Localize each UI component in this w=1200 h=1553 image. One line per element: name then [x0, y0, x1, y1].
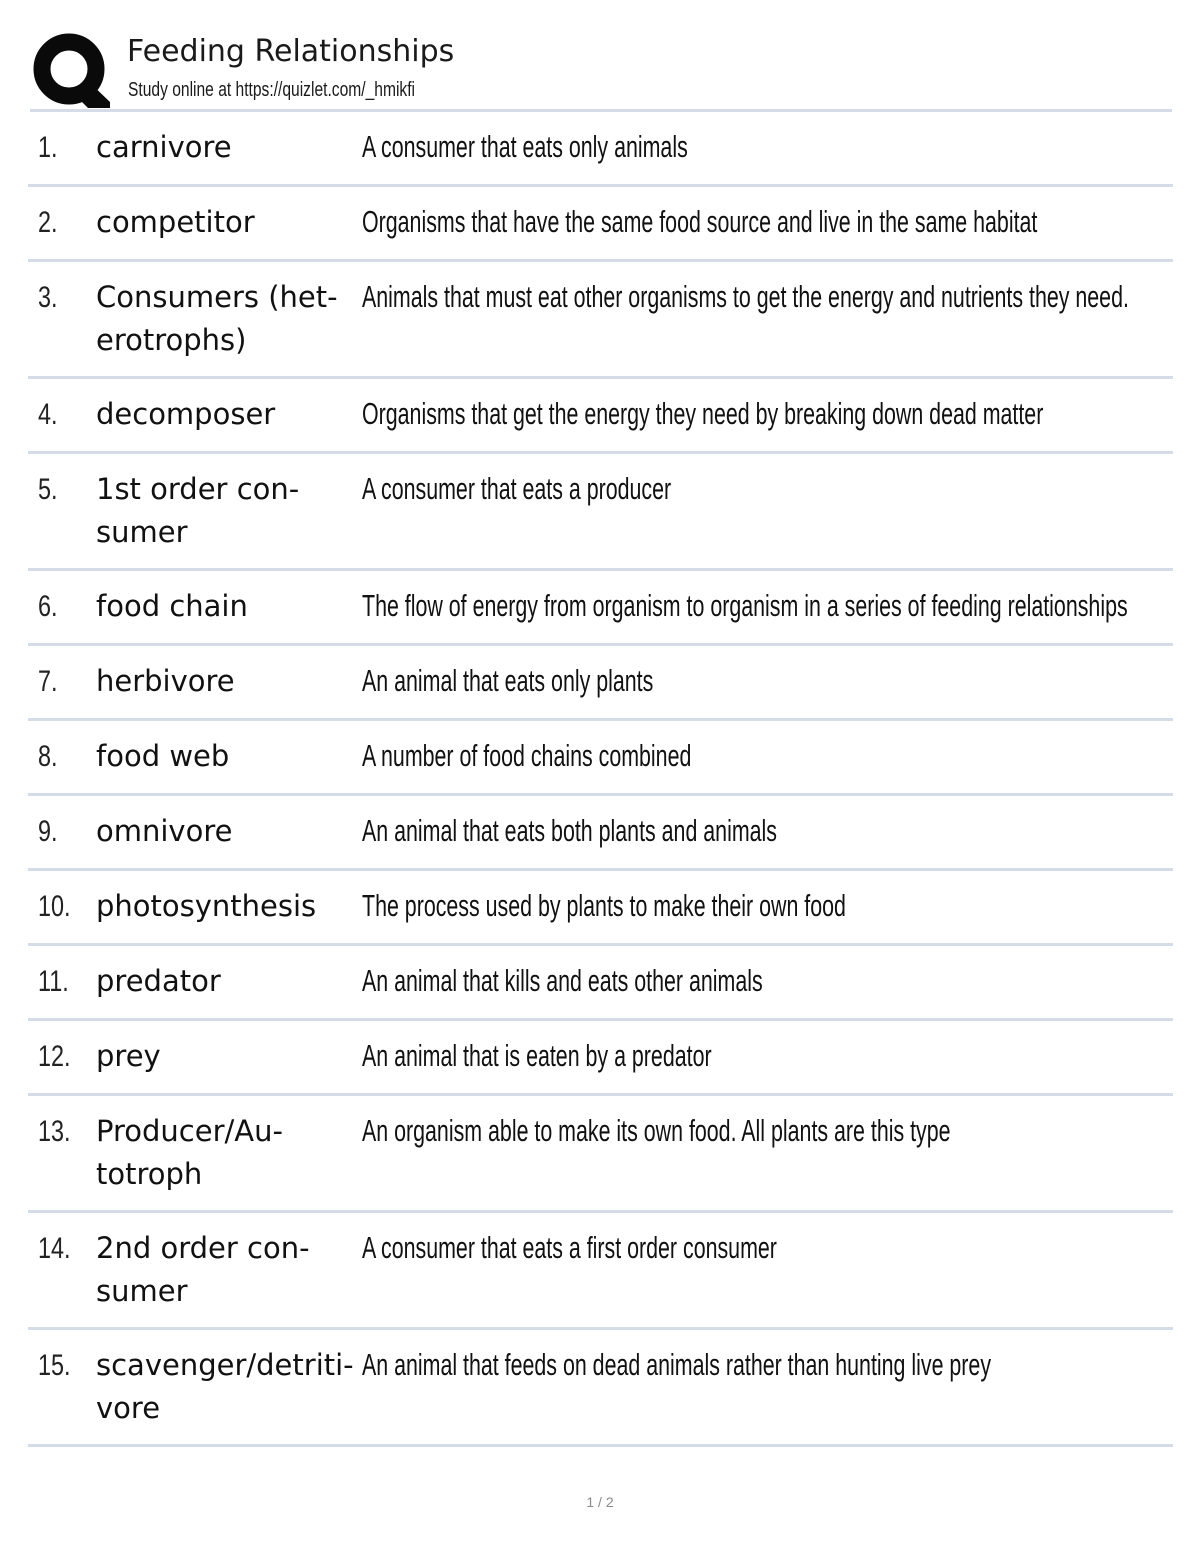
card-term: Consumers (het-erotrophs) — [96, 280, 338, 357]
card-term: omnivore — [96, 814, 233, 848]
page-header — [30, 28, 1172, 112]
card-number: 1. — [38, 131, 58, 164]
card-number: 15. — [38, 1349, 71, 1382]
card-row — [28, 646, 1173, 721]
page-title: Feeding Relationships — [127, 34, 455, 69]
card-term: photosynthesis — [96, 889, 317, 923]
card-term: Producer/Au-totroph — [96, 1114, 283, 1191]
card-definition: An animal that feeds on dead animals rather than hunting live prey — [362, 1347, 992, 1382]
card-number: 13. — [38, 1115, 71, 1148]
card-term: food chain — [96, 589, 248, 623]
flashcard-list — [28, 112, 1173, 1447]
card-term: decomposer — [96, 397, 276, 431]
card-row — [28, 262, 1173, 379]
card-definition: An animal that eats only plants — [362, 663, 654, 698]
page-indicator: 1 / 2 — [586, 1494, 614, 1510]
card-definition: An animal that is eaten by a predator — [362, 1038, 712, 1073]
card-row — [28, 721, 1173, 796]
card-row — [28, 112, 1173, 187]
card-term: competitor — [96, 205, 255, 239]
card-number: 5. — [38, 473, 58, 506]
card-term: 1st order con-sumer — [96, 472, 300, 549]
card-row — [28, 379, 1173, 454]
card-number: 11. — [38, 965, 69, 998]
card-row — [28, 1213, 1173, 1330]
card-number: 8. — [38, 740, 58, 773]
card-definition: A consumer that eats a producer — [362, 471, 672, 506]
card-row — [28, 1021, 1173, 1096]
card-definition: A number of food chains combined — [362, 738, 692, 773]
card-number: 6. — [38, 590, 58, 623]
card-term: food web — [96, 739, 230, 773]
card-number: 7. — [38, 665, 58, 698]
card-number: 12. — [38, 1040, 71, 1073]
card-definition: The process used by plants to make their own food — [362, 888, 846, 923]
quizlet-logo-icon — [32, 32, 110, 108]
card-term: predator — [96, 964, 221, 998]
card-number: 10. — [38, 890, 71, 923]
card-number: 2. — [38, 206, 58, 239]
card-row — [28, 454, 1173, 571]
card-number: 14. — [38, 1232, 71, 1265]
card-number: 9. — [38, 815, 58, 848]
card-row — [28, 871, 1173, 946]
card-row — [28, 946, 1173, 1021]
card-row — [28, 1330, 1173, 1447]
card-row — [28, 571, 1173, 646]
card-term: herbivore — [96, 664, 235, 698]
card-row — [28, 187, 1173, 262]
study-online-link-text[interactable]: Study online at https://quizlet.com/_hmikfi — [128, 79, 416, 101]
card-term: prey — [96, 1039, 161, 1073]
card-row — [28, 1096, 1173, 1213]
card-definition: Animals that must eat other organisms to get the energy and nutrients they need. — [362, 279, 1129, 314]
card-definition: An organism able to make its own food. All plants are this type — [362, 1113, 951, 1148]
card-number: 3. — [38, 281, 58, 314]
card-definition: Organisms that get the energy they need by breaking down dead matter — [362, 396, 1044, 431]
card-term: carnivore — [96, 130, 232, 164]
card-definition: A consumer that eats a first order consumer — [362, 1230, 777, 1265]
card-term: scavenger/detriti-vore — [96, 1348, 354, 1425]
card-definition: A consumer that eats only animals — [362, 129, 688, 164]
card-definition: Organisms that have the same food source and live in the same habitat — [362, 204, 1038, 239]
card-term: 2nd order con-sumer — [96, 1231, 310, 1308]
card-number: 4. — [38, 398, 58, 431]
card-definition: The flow of energy from organism to organism in a series of feeding relationships — [362, 588, 1128, 623]
card-definition: An animal that eats both plants and animals — [362, 813, 777, 848]
card-definition: An animal that kills and eats other animals — [362, 963, 763, 998]
card-row — [28, 796, 1173, 871]
